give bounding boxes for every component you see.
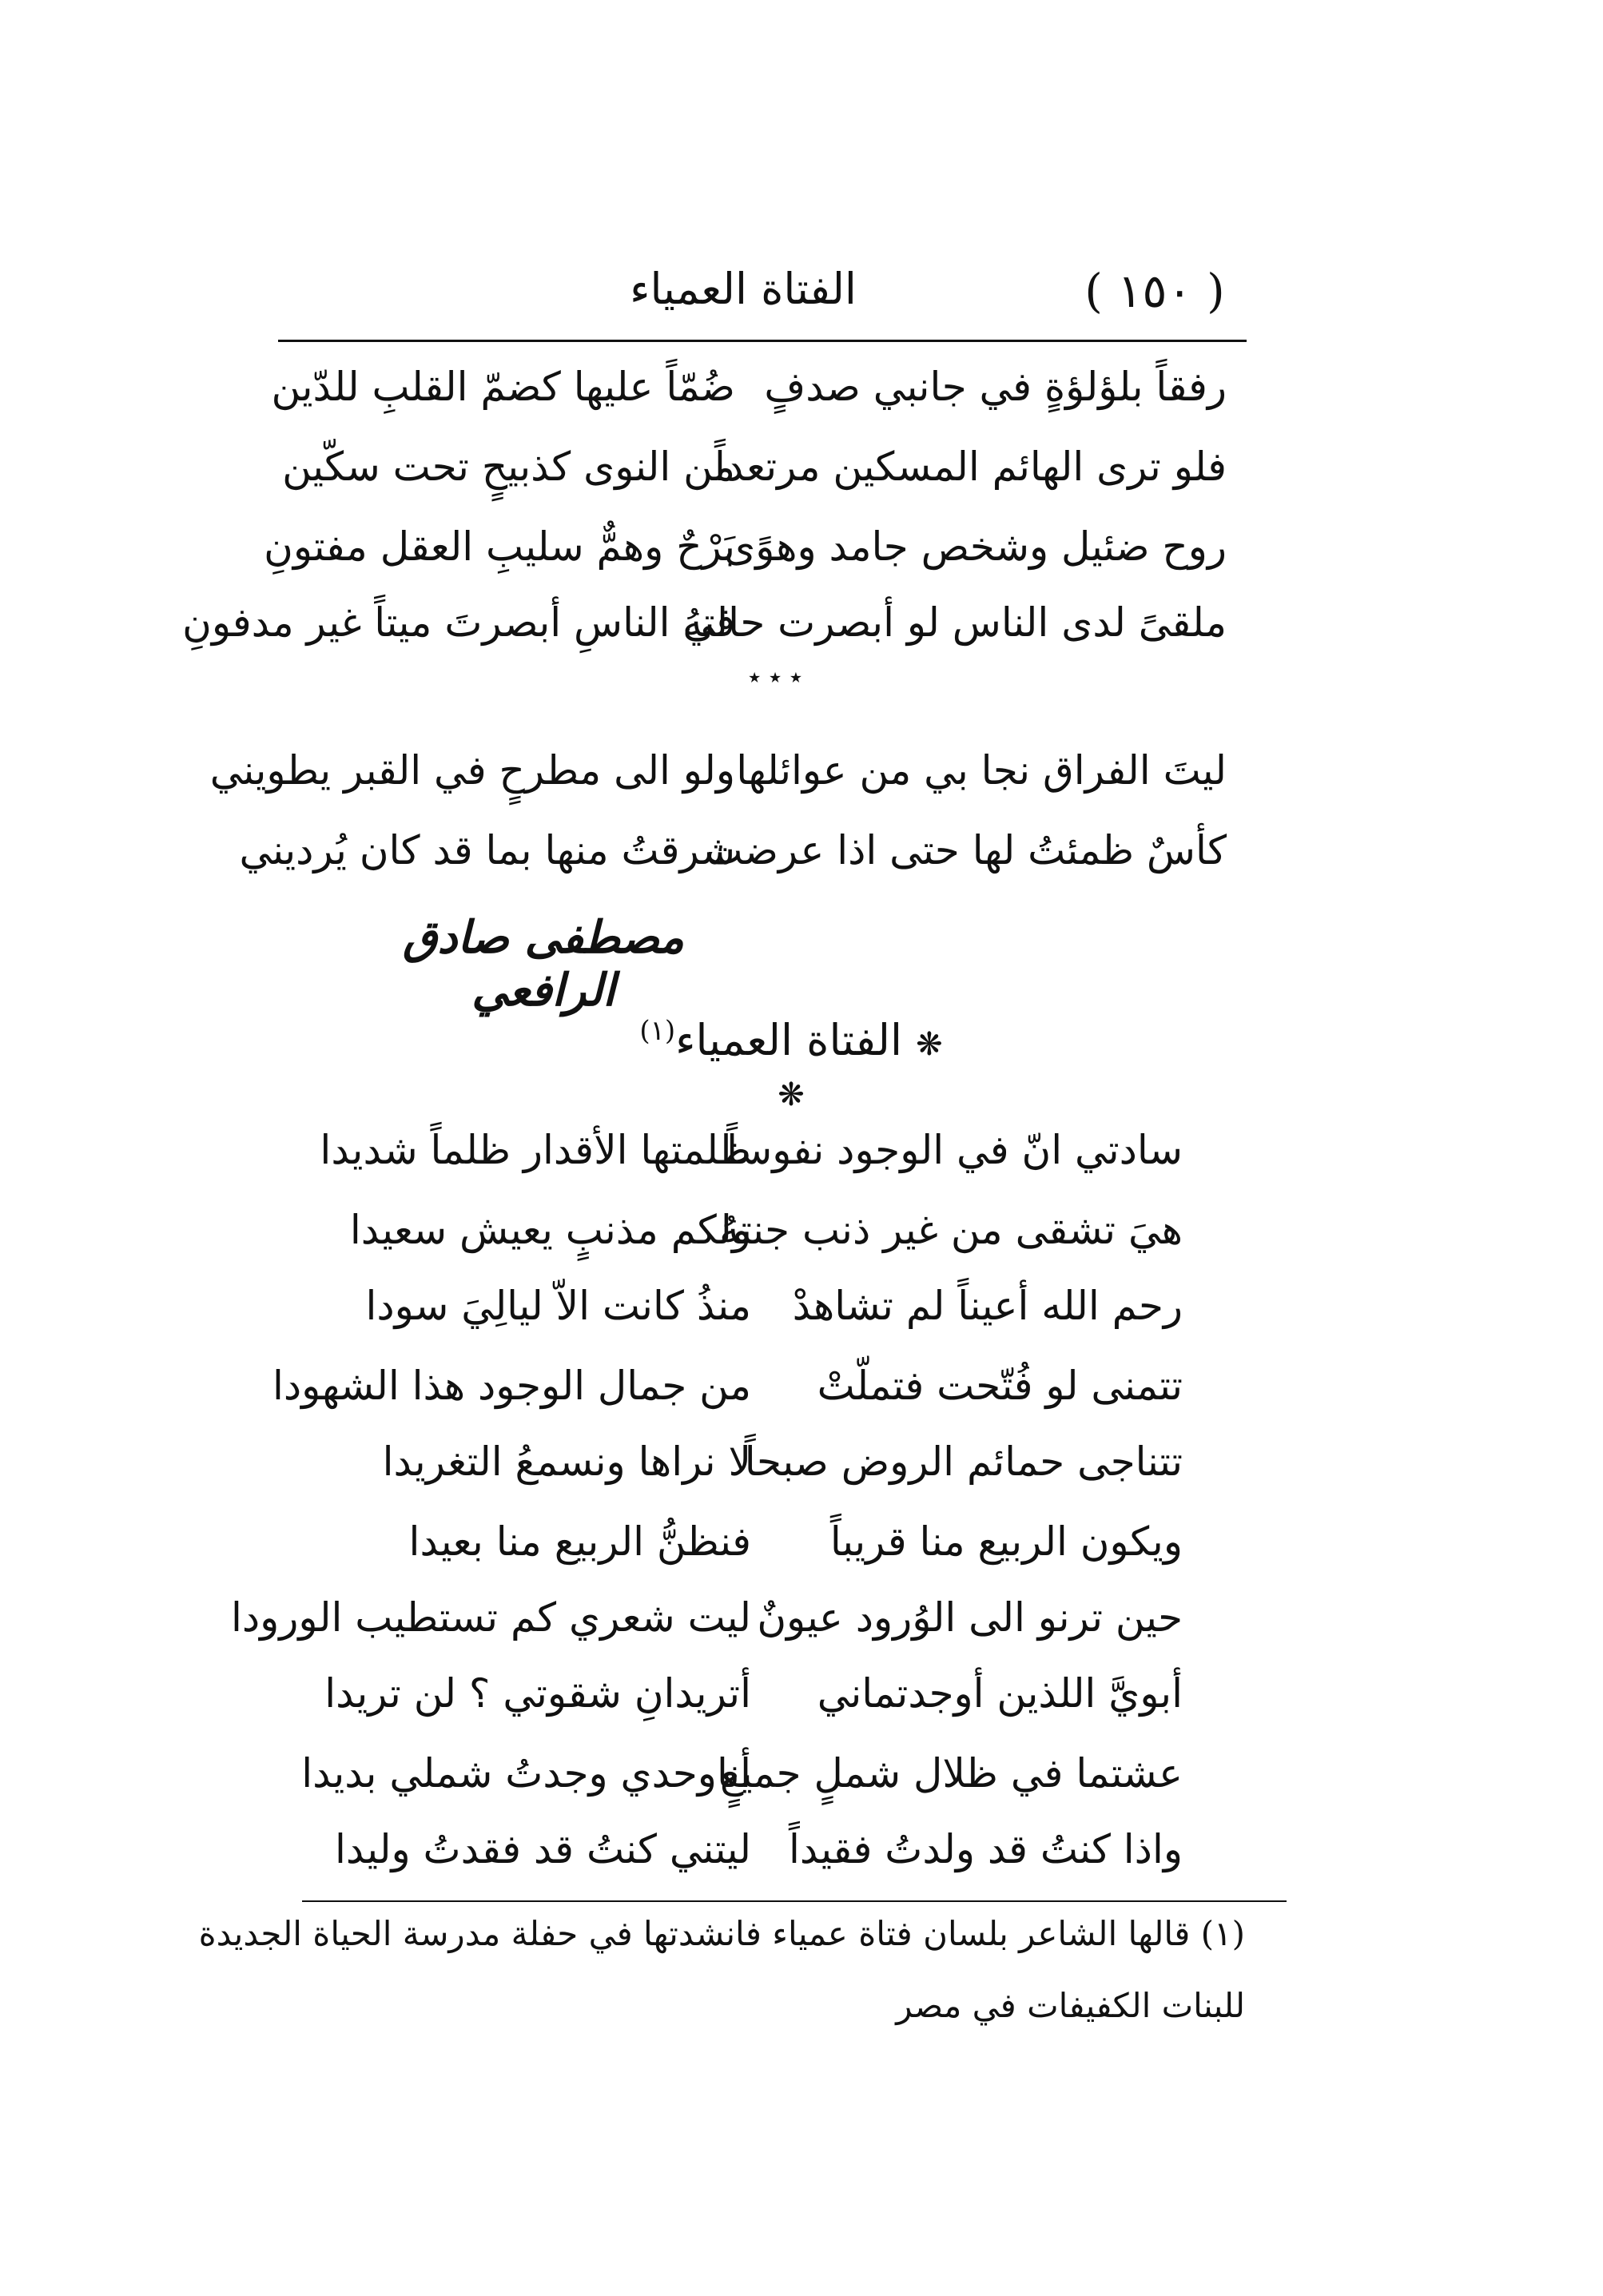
verse-right: ليتَ الفراق نجا بي من عوائلها bbox=[736, 747, 1227, 794]
verse-right: حين ترنو الى الوُرود عيونٌ bbox=[757, 1594, 1183, 1641]
verse-right: روح ضئيل وشخص جامد وهوًى bbox=[724, 523, 1227, 570]
poem-title-text: الفتاة العمياء bbox=[675, 1015, 902, 1065]
verse-right: عشتما في ظلال شملٍ جميعٍ bbox=[720, 1750, 1183, 1797]
ornament-icon: ❋ bbox=[778, 1076, 805, 1113]
footnote-rule bbox=[302, 1900, 1287, 1902]
verse-left: من النوى كذبيحٍ تحت سكّين bbox=[282, 444, 735, 490]
verse-left: منذُ كانت الاّ ليالِيَ سودا bbox=[365, 1283, 751, 1329]
verse-left: في الناسِ أبصرتَ ميتاً غير مدفونِ bbox=[182, 599, 735, 646]
poem-title bbox=[639, 1015, 943, 1116]
author-signature: مصطفى صادق الرافعي bbox=[403, 911, 684, 1017]
verse-left: أناوحدي وجدتُ شملي بديدا bbox=[301, 1750, 751, 1797]
footnote-line: (١) قالها الشاعر بلسان فتاة عمياء فانشدتها في حفلة مدرسة الحياة الجديدة bbox=[198, 1914, 1245, 1953]
verse-left: أتريدانِ شقوتي ؟ لن تريدا bbox=[324, 1670, 751, 1717]
footnote-line: للبنات الكفيفات في مصر bbox=[896, 1986, 1245, 2025]
verse-right: واذا كنتُ قد ولدتُ فقيداً bbox=[788, 1826, 1183, 1872]
verse-right: كأسٌ ظمئتُ لها حتى اذا عرضت bbox=[705, 827, 1227, 873]
running-title: الفتاة العمياء bbox=[630, 264, 857, 314]
verse-right: ملقىً لدى الناس لو أبصرت حالتهُ bbox=[682, 599, 1227, 646]
verse-left: ليت شعري كم تستطيب الورودا bbox=[230, 1594, 751, 1641]
verse-left: ظلمتها الأقدار ظلماً شديدا bbox=[320, 1127, 751, 1173]
header-rule bbox=[278, 340, 1247, 342]
verse-right: هيَ تشقى من غير ذنب جنتهُ bbox=[719, 1207, 1183, 1253]
verse-left: بَرْحٌ وهمٌّ سليبِ العقل مفتونِ bbox=[264, 523, 735, 570]
verse-left: ولكم مذنبٍ يعيش سعيدا bbox=[349, 1207, 751, 1253]
verse-right: ويكون الربيع منا قريباً bbox=[829, 1518, 1183, 1565]
footnote-mark: (١) bbox=[639, 1015, 676, 1047]
ornament-icon: ❋ bbox=[916, 1026, 943, 1063]
verse-left: ضُمّاً عليها كضمّ القلبِ للدّين bbox=[271, 364, 735, 410]
verse-left: لا نراها ونسمعُ التغريدا bbox=[382, 1438, 751, 1485]
verse-right: تتمنى لو فُتّحت فتملّتْ bbox=[817, 1363, 1183, 1409]
verse-left: شرقتُ منها بما قد كان يُرديني bbox=[239, 827, 735, 873]
verse-left: من جمال الوجود هذا الشهودا bbox=[272, 1363, 751, 1409]
verse-right: رفقاً بلؤلؤةٍ في جانبي صدفٍ bbox=[764, 364, 1227, 410]
verse-right: أبويَّ اللذين أوجدتماني bbox=[817, 1670, 1183, 1717]
verse-right: تتناجى حمائم الروض صبحاً bbox=[744, 1438, 1183, 1485]
verse-left: ليتني كنتُ قد فقدتُ وليدا bbox=[335, 1826, 751, 1872]
verse-right: فلو ترى الهائم المسكين مرتعداً bbox=[714, 444, 1227, 490]
verse-left: فنظنُّ الربيع منا بعيدا bbox=[408, 1518, 751, 1565]
verse-left: ولو الى مطرحٍ في القبر يطويني bbox=[209, 747, 735, 794]
page-number: ( ١٥٠ ) bbox=[1084, 264, 1225, 318]
verse-right: سادتي انّ في الوجود نفوساً bbox=[726, 1127, 1183, 1173]
verse-right: رحم الله أعيناً لم تشاهدْ bbox=[792, 1283, 1183, 1329]
section-separator: ٭ ٭ ٭ bbox=[747, 663, 803, 691]
